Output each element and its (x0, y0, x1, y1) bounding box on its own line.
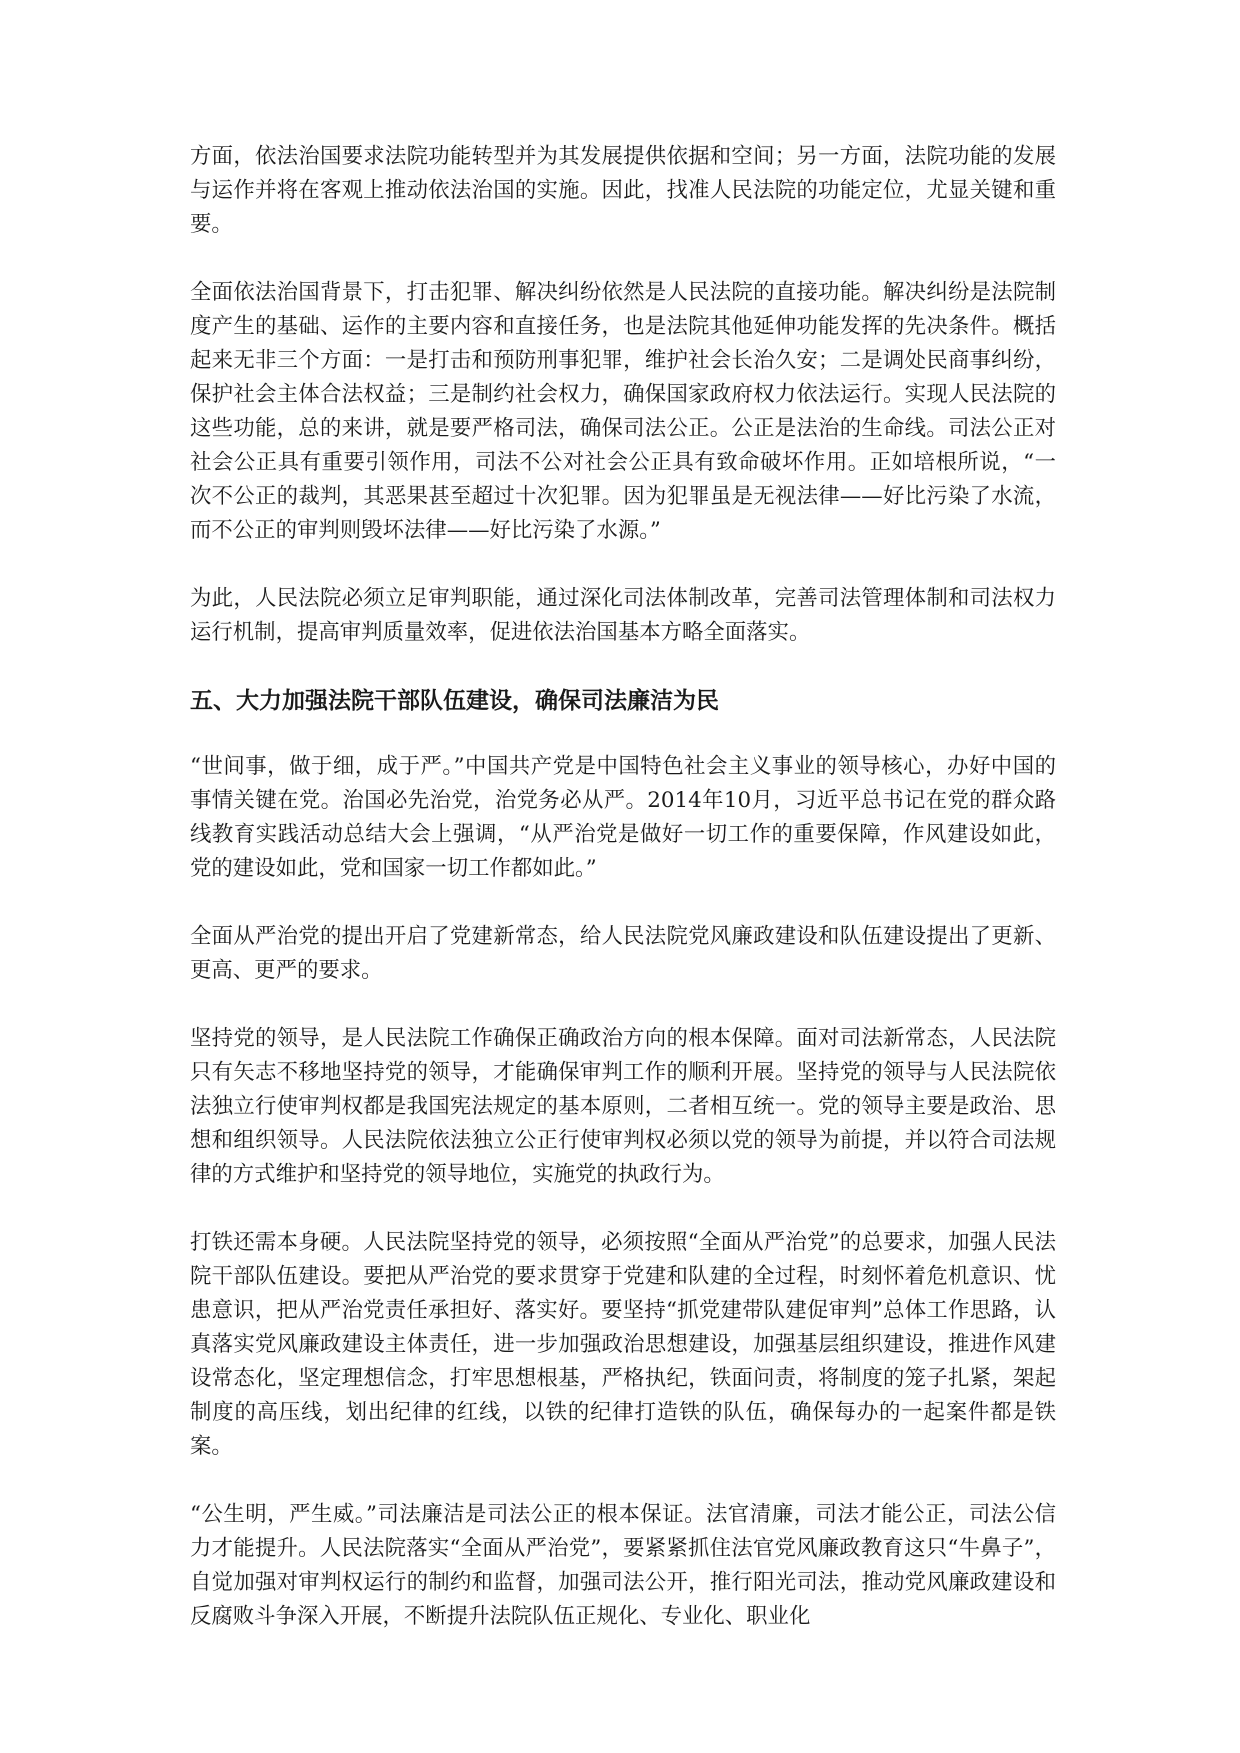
document-page (190, 140, 1056, 1668)
paragraph-party-leadership: 坚持党的领导，是人民法院工作确保正确政治方向的根本保障。面对司法新常态，人民法院只有矢志不移地坚持党的领导，才能确保审判工作的顺利开展。坚持党的领导与人民法院依法独立行使审判权都是我国宪法规定的基本原则，二者相互统一。党的领导主要是政治、思想和组织领导。人民法院依法独立公正行使审判权必须以党的领导为前提，并以符合司法规律的方式维护和坚持党的领导地位，实施党的执政行为。 (190, 1026, 1056, 1187)
paragraph-team-building: 打铁还需本身硬。人民法院坚持党的领导，必须按照“全面从严治党”的总要求，加强人民法院干部队伍建设。要把从严治党的要求贯穿于党建和队建的全过程，时刻怀着危机意识、忧患意识，把从严治党责任承担好、落实好。要坚持“抓党建带队建促审判”总体工作思路，认真落实党风廉政建设主体责任，进一步加强政治思想建设，加强基层组织建设，推进作风建设常态化，坚定理想信念，打牢思想根基，严格执纪，铁面问责，将制度的笼子扎紧，架起制度的高压线，划出纪律的红线，以铁的纪律打造铁的队伍，确保每办的一起案件都是铁案。 (190, 1230, 1056, 1459)
section-heading: 五、大力加强法院干部队伍建设，确保司法廉洁为民 (190, 688, 719, 714)
paragraph-direct-functions: 全面依法治国背景下，打击犯罪、解决纠纷依然是人民法院的直接功能。解决纠纷是法院制度产生的基础、运作的主要内容和直接任务，也是法院其他延伸功能发挥的先决条件。概括起来无非三个方面：一是打击和预防刑事犯罪，维护社会长治久安；二是调处民商事纠纷，保护社会主体合法权益；三是制约社会权力，确保国家政府权力依法运行。实现人民法院的这些功能，总的来讲，就是要严格司法，确保司法公正。公正是法治的生命线。司法公正对社会公正具有重要引领作用，司法不公对社会公正具有致命破坏作用。正如培根所说，“一次不公正的裁判，其恶果甚至超过十次犯罪。因为犯罪虽是无视法律——好比污染了水流，而不公正的审判则毁坏法律——好比污染了水源。” (190, 280, 1056, 543)
paragraph-judicial-integrity: “公生明，严生威。”司法廉洁是司法公正的根本保证。法官清廉，司法才能公正，司法公信力才能提升。人民法院落实“全面从严治党”，要紧紧抓住法官党风廉政教育这只“牛鼻子”，自觉加强对审判权运行的制约和监督，加强司法公开，推行阳光司法，推动党风廉政建设和反腐败斗争深入开展，不断提升法院队伍正规化、专业化、职业化 (190, 1502, 1056, 1629)
paragraph-strict-party-governance: “世间事，做于细，成于严。”中国共产党是中国特色社会主义事业的领导核心，办好中国的事情关键在党。治国必先治党，治党务必从严。2014年10月，习近平总书记在党的群众路线教育实践活动总结大会上强调，“从严治党是做好一切工作的重要保障，作风建设如此，党的建设如此，党和国家一切工作都如此。” (190, 754, 1056, 881)
paragraph-new-normal: 全面从严治党的提出开启了党建新常态，给人民法院党风廉政建设和队伍建设提出了更新、更高、更严的要求。 (190, 924, 1056, 983)
paragraph-court-function-intro: 方面，依法治国要求法院功能转型并为其发展提供依据和空间；另一方面，法院功能的发展与运作并将在客观上推动依法治国的实施。因此，找准人民法院的功能定位，尤显关键和重要。 (190, 144, 1056, 237)
paragraph-judicial-reform: 为此，人民法院必须立足审判职能，通过深化司法体制改革，完善司法管理体制和司法权力运行机制，提高审判质量效率，促进依法治国基本方略全面落实。 (190, 586, 1056, 645)
